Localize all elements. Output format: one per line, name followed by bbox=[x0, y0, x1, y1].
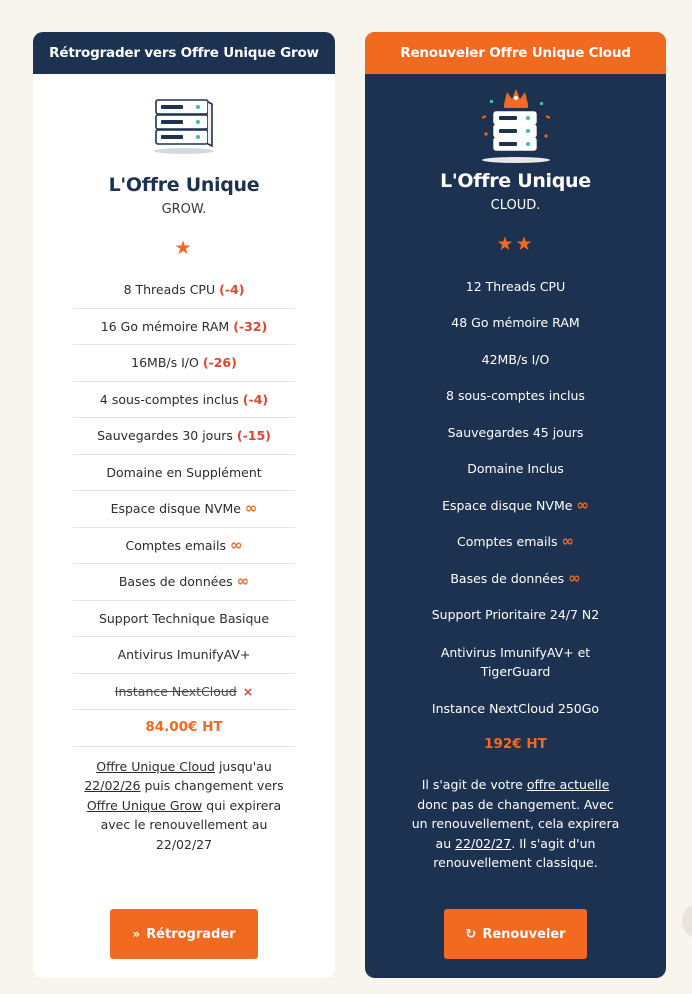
cloud-features-list bbox=[401, 268, 631, 763]
cloud-price-row bbox=[401, 727, 631, 764]
current-offer-link[interactable]: offre actuelle bbox=[526, 777, 610, 792]
infinity-icon: ∞ bbox=[244, 499, 258, 518]
expiry-date: 22/02/27 bbox=[455, 835, 512, 851]
infinity-icon: ∞ bbox=[236, 572, 250, 591]
feature-item: Sauvegardes 30 jours (-15) bbox=[73, 418, 295, 455]
feature-item: 8 sous-comptes inclus bbox=[446, 388, 585, 404]
grow-description: Offre Unique Cloud jusqu'au 22/02/26 puis changement vers Offre Unique Grow qui expirera avec le renouvellement au 22/02/27 bbox=[84, 758, 284, 852]
crowned-server-icon bbox=[474, 86, 558, 166]
feature-item: 16MB/s I/O (-26) bbox=[73, 345, 295, 382]
cloud-plan-title: L'Offre Unique bbox=[440, 170, 591, 192]
feature-item: 42MB/s I/O bbox=[481, 351, 550, 367]
infinity-icon: ∞ bbox=[561, 532, 575, 551]
feature-item: 16 Go mémoire RAM (-32) bbox=[73, 309, 295, 346]
feature-item: Domaine en Supplément bbox=[73, 455, 295, 492]
refresh-icon: ↻ bbox=[465, 926, 477, 942]
feature-item: Support Prioritaire 24/7 N2 bbox=[431, 607, 600, 623]
cloud-rating bbox=[365, 235, 666, 254]
feature-item: 4 sous-comptes inclus (-4) bbox=[73, 382, 295, 419]
feature-item: Bases de données ∞ bbox=[73, 564, 295, 601]
feature-item: 8 Threads CPU (-4) bbox=[73, 272, 295, 309]
feature-item: Comptes emails ∞ bbox=[456, 532, 575, 551]
grow-price-row bbox=[73, 710, 295, 747]
cloud-price: 192€ HT bbox=[484, 736, 547, 753]
feature-item-unavailable: Instance NextCloud × bbox=[73, 674, 295, 711]
grow-header-title: Rétrograder vers Offre Unique Grow bbox=[49, 45, 319, 61]
grow-rating bbox=[33, 239, 335, 258]
feature-item: Antivirus ImunifyAV+ et TigerGuard bbox=[440, 644, 591, 679]
cloud-description: Il s'agit de votre offre actuelle donc pas de changement. Avec un renouvellement, cela expirera au 22/02/27. Il s'agit d'un renouvellement classique. bbox=[411, 777, 620, 870]
double-chevron-down-icon: » bbox=[132, 927, 141, 941]
feature-item: Antivirus ImunifyAV+ bbox=[73, 637, 295, 674]
feature-item: Espace disque NVMe ∞ bbox=[442, 495, 589, 514]
grow-features-list bbox=[73, 272, 295, 747]
feature-item: Instance NextCloud 250Go bbox=[431, 700, 600, 716]
feature-item: Domaine Inclus bbox=[467, 461, 564, 477]
star-icon: ★ bbox=[174, 237, 194, 259]
feature-item: Bases de données ∞ bbox=[450, 568, 581, 587]
feature-item: Espace disque NVMe ∞ bbox=[73, 491, 295, 528]
cross-icon: × bbox=[242, 683, 254, 699]
feature-item: Comptes emails ∞ bbox=[73, 528, 295, 565]
feature-item: 48 Go mémoire RAM bbox=[451, 315, 580, 331]
cloud-card-header bbox=[365, 32, 666, 74]
feature-item: Sauvegardes 45 jours bbox=[447, 424, 584, 440]
feature-item: 12 Threads CPU bbox=[465, 278, 566, 294]
infinity-icon: ∞ bbox=[568, 568, 581, 587]
feature-item: Support Technique Basique bbox=[73, 601, 295, 638]
renew-button[interactable]: ↻ Renouveler bbox=[444, 909, 587, 959]
cloud-plan-card bbox=[365, 32, 666, 978]
cloud-plan-subtitle: CLOUD. bbox=[490, 198, 541, 213]
decorative-shape bbox=[682, 905, 692, 937]
server-icon bbox=[152, 96, 216, 156]
grow-plan-card bbox=[33, 32, 335, 978]
infinity-icon: ∞ bbox=[230, 535, 243, 554]
end-date: 22/02/26 bbox=[84, 778, 141, 793]
grow-plan-subtitle: GROW. bbox=[161, 202, 207, 217]
star-icon: ★ bbox=[496, 233, 516, 255]
star-icon: ★ bbox=[515, 233, 535, 255]
downgrade-button[interactable]: » Rétrograder bbox=[110, 909, 258, 959]
grow-price: 84.00€ HT bbox=[145, 719, 223, 736]
current-offer-link[interactable]: Offre Unique Cloud bbox=[96, 758, 215, 774]
cloud-header-title: Renouveler Offre Unique Cloud bbox=[400, 45, 631, 61]
grow-plan-title: L'Offre Unique bbox=[108, 174, 260, 196]
grow-card-header bbox=[33, 32, 335, 74]
infinity-icon: ∞ bbox=[576, 495, 589, 514]
new-offer-link[interactable]: Offre Unique Grow bbox=[86, 797, 203, 813]
